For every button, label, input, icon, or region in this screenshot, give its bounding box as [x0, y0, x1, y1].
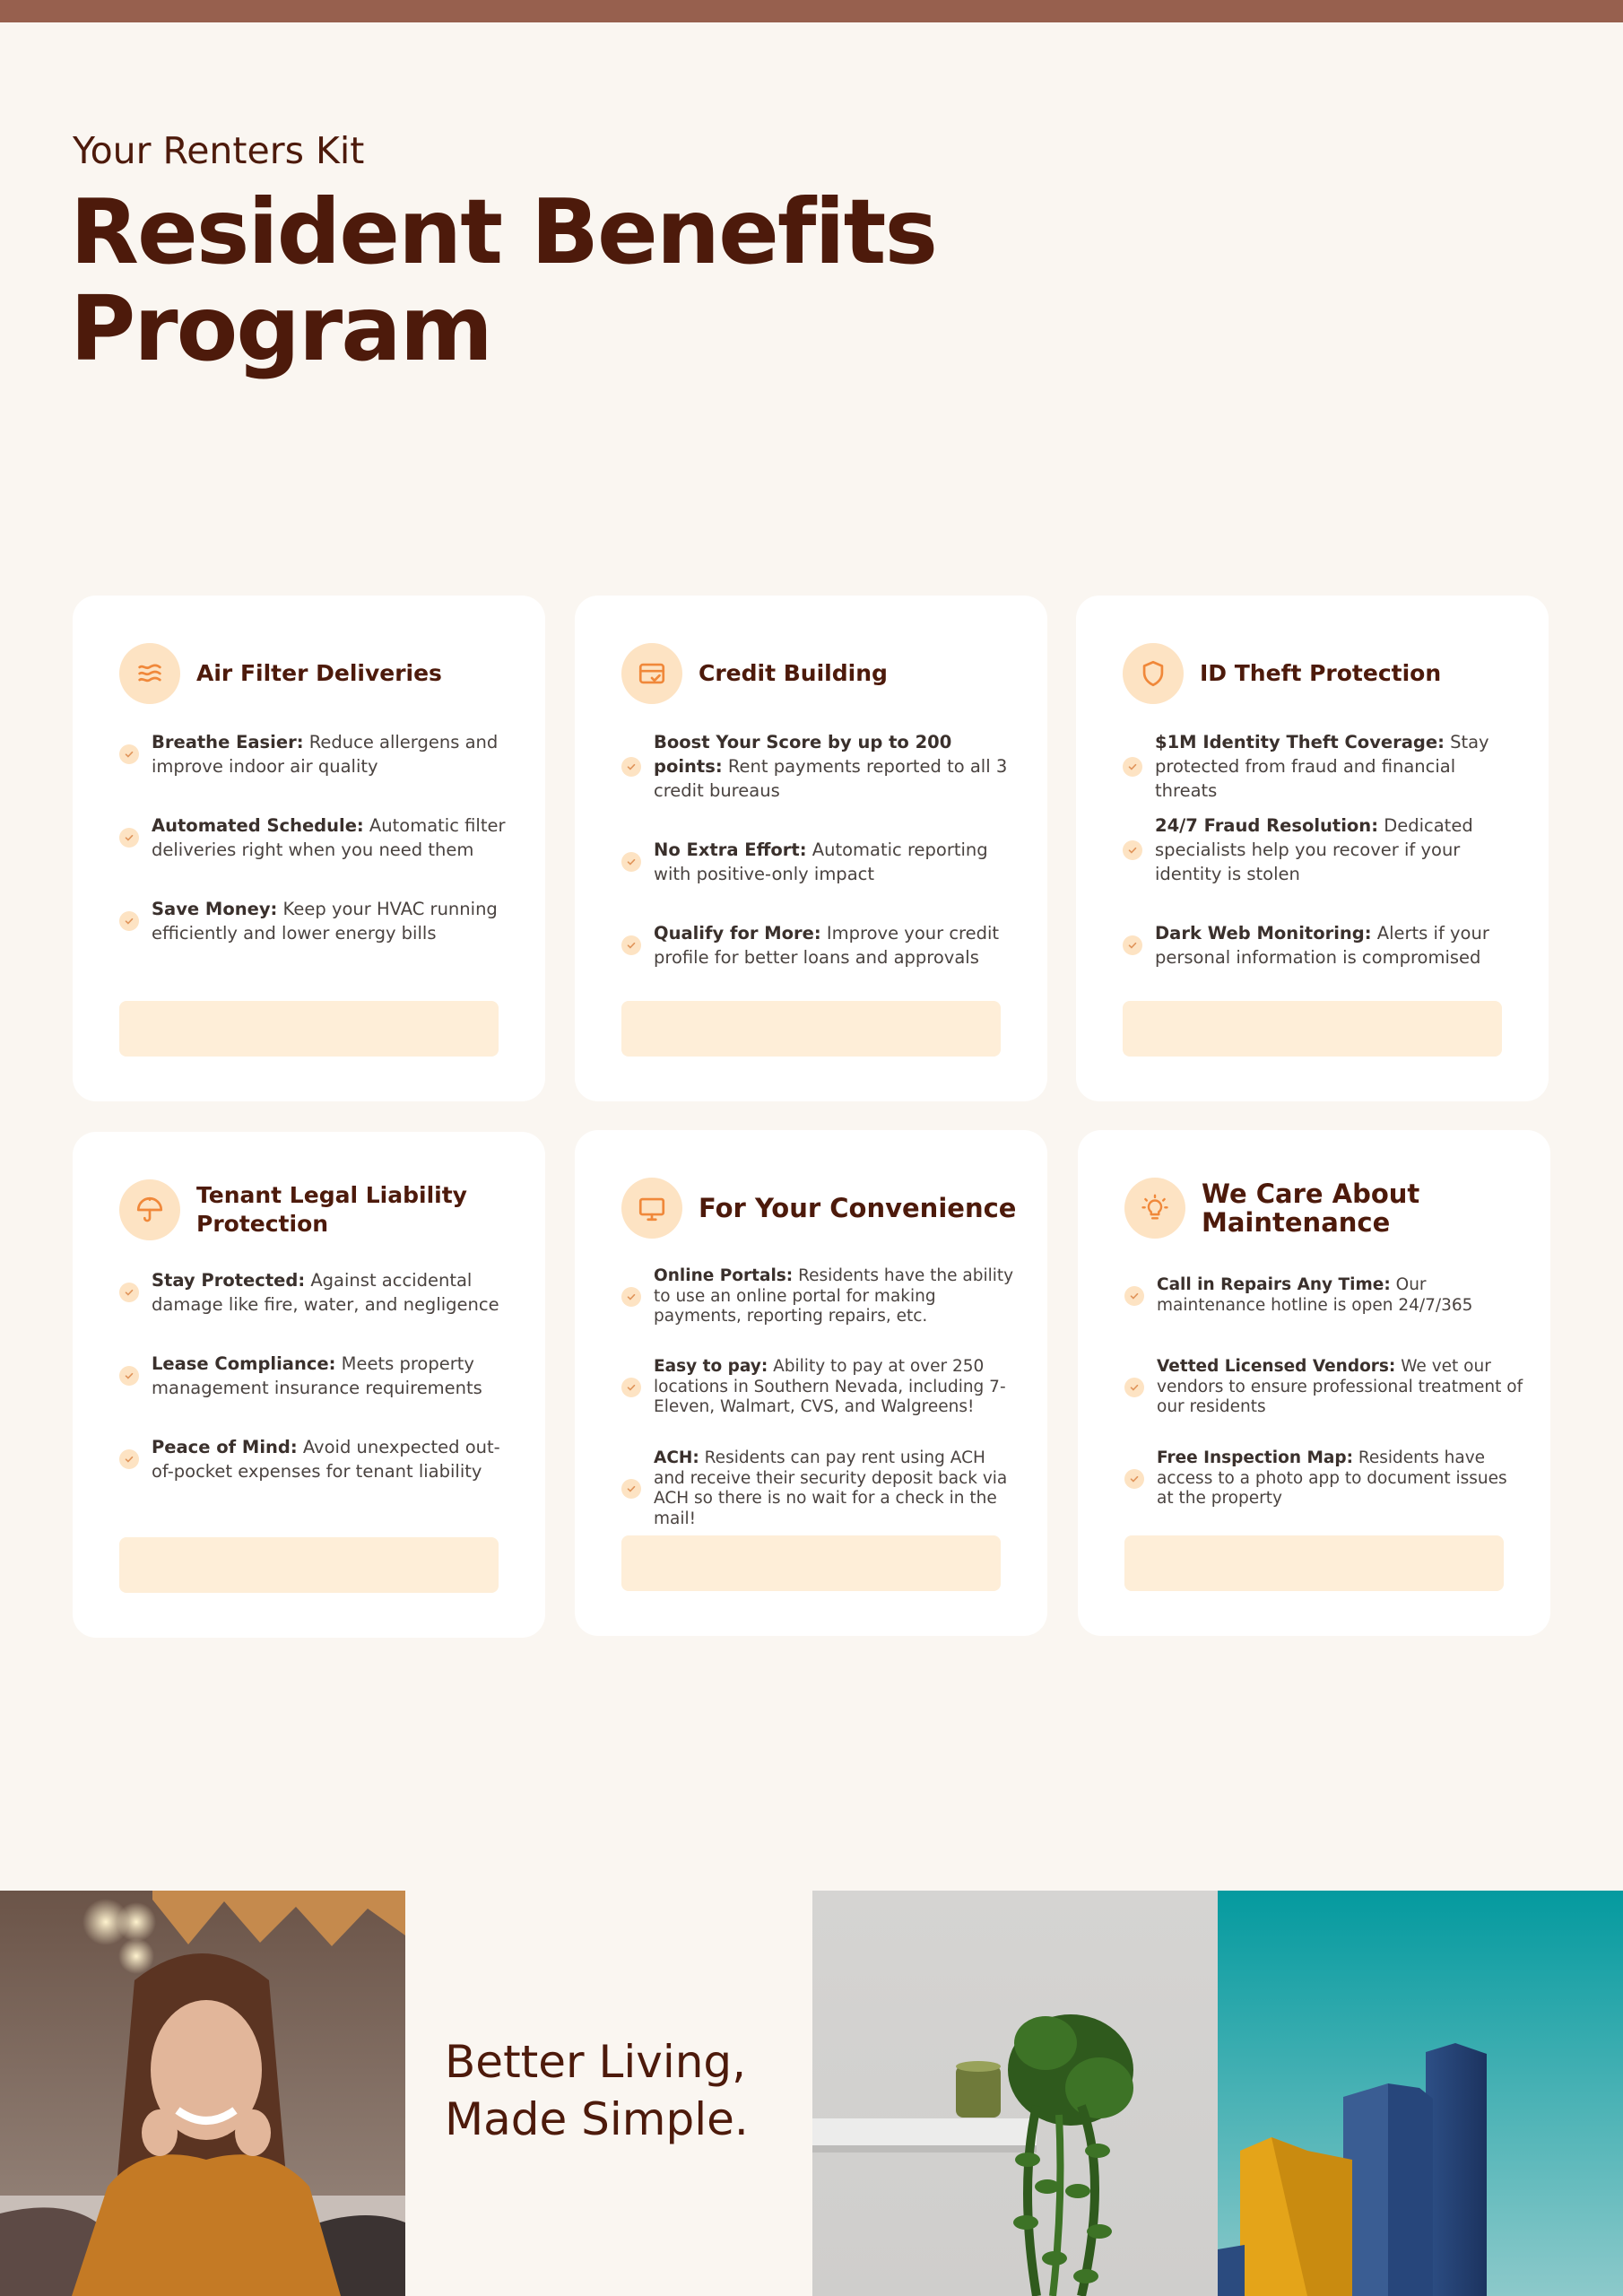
list-item-text: Call in Repairs Any Time: Our maintenance hotline is open 24/7/365 [1157, 1275, 1473, 1315]
check-icon [621, 1378, 641, 1397]
top-accent-bar [0, 0, 1623, 22]
check-icon [621, 757, 641, 777]
list-item-text: $1M Identity Theft Coverage: Stay protected from fraud and financial threats [1155, 732, 1489, 801]
list-item [621, 1448, 1020, 1529]
tagline-line-1: Better Living, [445, 2036, 747, 2088]
card-action-button[interactable] [119, 1537, 499, 1593]
card-header [621, 1177, 1020, 1239]
card-header [119, 642, 518, 705]
list-item [119, 1435, 518, 1483]
check-icon [621, 1479, 641, 1499]
check-icon [1123, 840, 1142, 860]
page-title-line-2: Program [70, 276, 491, 381]
list-item-text: Stay Protected: Against accidental damage like fire, water, and negligence [152, 1270, 499, 1315]
page-title [70, 179, 1146, 381]
list-item-text: Online Portals: Residents have the ability to use an online portal for making payments, reporting repairs, etc. [654, 1266, 1014, 1326]
list-item [119, 813, 518, 862]
list-item-text: ACH: Residents can pay rent using ACH and receive their security deposit back via ACH so there is no wait for a check in the mail! [654, 1448, 1008, 1528]
list-item [621, 730, 1020, 803]
check-icon [621, 852, 641, 872]
list-item [1123, 730, 1522, 803]
check-icon [621, 935, 641, 955]
list-item [1123, 921, 1522, 970]
check-icon [1124, 1378, 1144, 1397]
list-item [1123, 813, 1522, 886]
card-action-button[interactable] [621, 1535, 1001, 1591]
card-title: Tenant Legal Liability Protection [196, 1182, 467, 1237]
check-icon [119, 1283, 139, 1302]
list-item-text: Dark Web Monitoring: Alerts if your personal information is compromised [1155, 923, 1489, 968]
card-action-button[interactable] [119, 1001, 499, 1057]
photo-hanging-plant [812, 1891, 1218, 2296]
card-action-button[interactable] [621, 1001, 1001, 1057]
card-header [1123, 642, 1522, 705]
card-header [1124, 1177, 1523, 1239]
check-icon [1123, 935, 1142, 955]
card-title: ID Theft Protection [1200, 660, 1442, 686]
card-title: Air Filter Deliveries [196, 660, 442, 686]
umbrella-icon [119, 1179, 180, 1240]
list-item-text: Qualify for More: Improve your credit profile for better loans and approvals [654, 923, 1000, 968]
credit-card-icon [621, 643, 682, 704]
card-credit-building [575, 596, 1047, 1101]
list-item-text: No Extra Effort: Automatic reporting with positive-only impact [654, 839, 988, 884]
check-icon [1124, 1286, 1144, 1306]
list-item [1124, 1448, 1523, 1509]
list-item-text: Breathe Easier: Reduce allergens and improve indoor air quality [152, 732, 499, 777]
card-title: Credit Building [699, 660, 888, 686]
list-item [621, 1266, 1020, 1327]
list-item-text: Vetted Licensed Vendors: We vet our vendors to ensure professional treatment of our residents [1157, 1357, 1523, 1416]
list-item-text: Easy to pay: Ability to pay at over 250 locations in Southern Nevada, including 7-Eleven, Walmart, CVS, and Walgreens! [654, 1357, 1006, 1416]
list-item [1124, 1275, 1523, 1316]
card-action-button[interactable] [1123, 1001, 1502, 1057]
photo-skyscrapers [1218, 1891, 1623, 2296]
check-icon [621, 1287, 641, 1307]
list-item-text: Automated Schedule: Automatic filter deliveries right when you need them [152, 815, 506, 860]
check-icon [119, 911, 139, 931]
list-item [119, 897, 518, 945]
page-kicker: Your Renters Kit [73, 129, 365, 172]
card-action-button[interactable] [1124, 1535, 1504, 1591]
card-title: We Care About Maintenance [1202, 1178, 1420, 1238]
list-item-text: Free Inspection Map: Residents have access to a photo app to document issues at the property [1157, 1448, 1507, 1508]
check-icon [119, 1366, 139, 1386]
card-header [621, 642, 1020, 705]
list-item [621, 921, 1020, 970]
list-item [621, 1357, 1020, 1418]
page-title-line-1: Resident Benefits [70, 179, 936, 284]
card-header [119, 1178, 518, 1241]
card-air-filter-deliveries [73, 596, 545, 1101]
tagline-line-2: Made Simple. [445, 2093, 749, 2145]
check-icon [119, 828, 139, 848]
list-item [119, 1268, 518, 1317]
air-waves-icon [119, 643, 180, 704]
list-item-text: Lease Compliance: Meets property management insurance requirements [152, 1353, 482, 1398]
list-item [119, 730, 518, 778]
list-item-text: 24/7 Fraud Resolution: Dedicated specialists help you recover if your identity is stolen [1155, 815, 1473, 884]
shield-icon [1123, 643, 1184, 704]
check-icon [1123, 757, 1142, 777]
list-item [119, 1352, 518, 1400]
tagline [445, 2033, 749, 2148]
list-item-text: Boost Your Score by up to 200 points: Rent payments reported to all 3 credit bureaus [654, 732, 1008, 801]
card-maintenance [1078, 1130, 1550, 1636]
card-tenant-legal-liability [73, 1132, 545, 1638]
list-item [621, 838, 1020, 886]
monitor-icon [621, 1178, 682, 1239]
check-icon [119, 1449, 139, 1469]
photo-smiling-woman [0, 1891, 405, 2296]
list-item [1124, 1357, 1523, 1418]
lightbulb-icon [1124, 1178, 1185, 1239]
list-item-text: Save Money: Keep your HVAC running efficiently and lower energy bills [152, 899, 498, 944]
card-title: For Your Convenience [699, 1193, 1017, 1223]
list-item-text: Peace of Mind: Avoid unexpected out-of-pocket expenses for tenant liability [152, 1437, 500, 1482]
check-icon [119, 744, 139, 764]
card-id-theft-protection [1076, 596, 1549, 1101]
card-for-your-convenience [575, 1130, 1047, 1636]
check-icon [1124, 1469, 1144, 1489]
